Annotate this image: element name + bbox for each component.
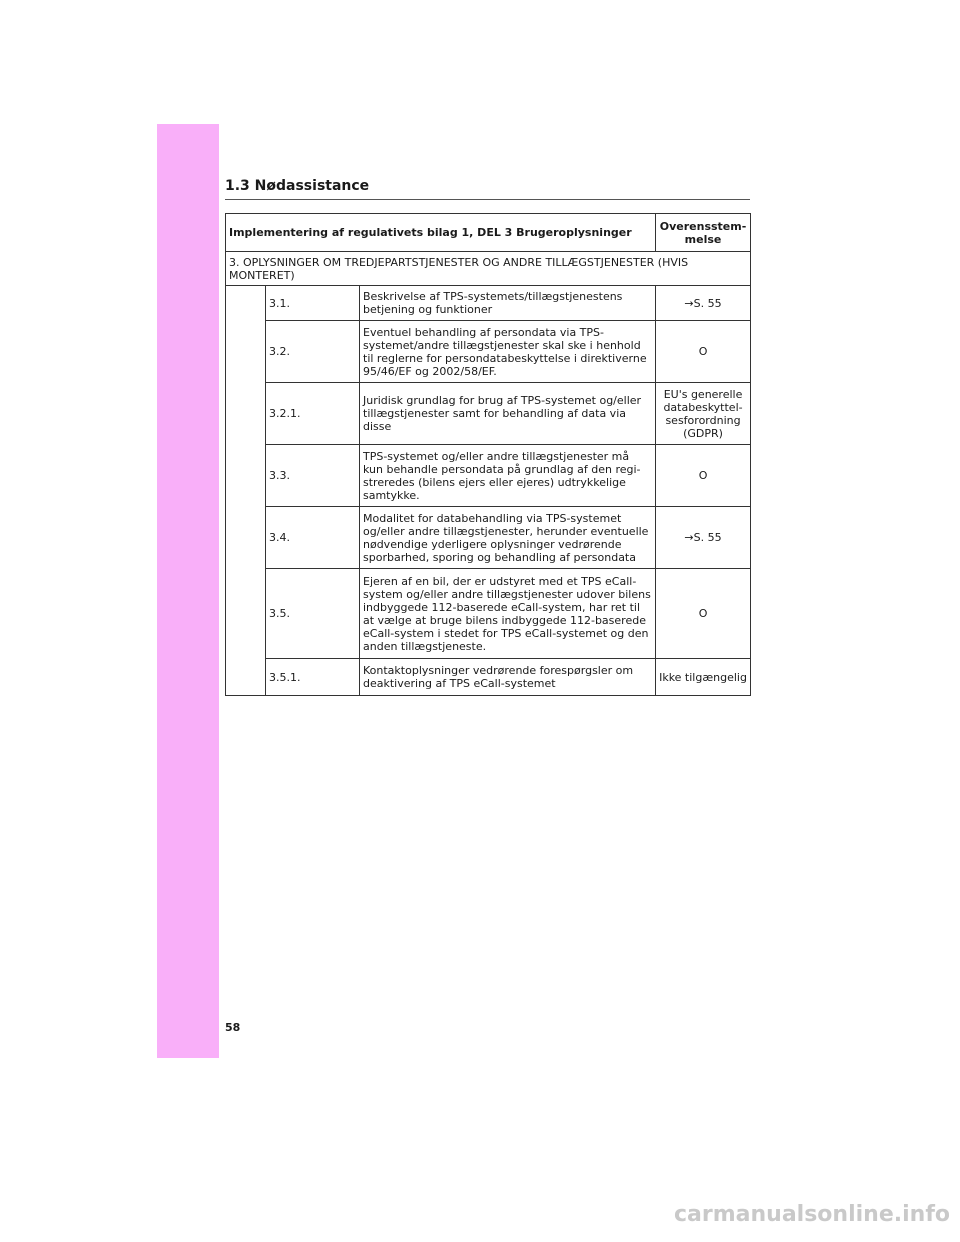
- indent-cell: [226, 286, 266, 696]
- side-color-strip: [157, 124, 219, 1058]
- section-row: [226, 252, 751, 286]
- row-compliance: EU's generelle databeskyttel- sesforordning (GDPR): [656, 383, 751, 445]
- row-number: 3.1.: [266, 286, 360, 321]
- title-rule: [225, 199, 750, 200]
- table-row: [226, 321, 751, 383]
- site-watermark: carmanualsonline.info: [674, 1202, 950, 1227]
- row-description: Eventuel behandling af persondata via TPS-systemet/andre tillægstjenester skal ske i henhold til reglerne for persondatabeskyttelse i direktiverne 95/46/EF og 2002/58/EF.: [360, 321, 656, 383]
- row-compliance: →S. 55: [656, 507, 751, 569]
- row-compliance: O: [656, 321, 751, 383]
- row-description: Modalitet for databehandling via TPS-systemet og/eller andre tillægstjenester, herunder eventuelle nødvendige yderligere oplysninger vedrørende sporbarhed, sporing og behandling af persondata: [360, 507, 656, 569]
- row-description: Kontaktoplysninger vedrørende forespørgsler om deaktivering af TPS eCall-systemet: [360, 659, 656, 696]
- row-number: 3.5.: [266, 569, 360, 659]
- row-description: Juridisk grundlag for brug af TPS-systemet og/eller tillægstjenester samt for behandling af data via disse: [360, 383, 656, 445]
- table-row: [226, 445, 751, 507]
- header-implementation: Implementering af regulativets bilag 1, DEL 3 Brugeroplysninger: [226, 214, 656, 252]
- section-heading: 3. OPLYSNINGER OM TREDJEPARTSTJENESTER OG ANDRE TILLÆGSTJENESTER (HVIS MONTERET): [226, 252, 751, 286]
- table-row: [226, 659, 751, 696]
- table-row: [226, 507, 751, 569]
- row-number: 3.2.1.: [266, 383, 360, 445]
- row-number: 3.5.1.: [266, 659, 360, 696]
- table-row: [226, 383, 751, 445]
- table-row: [226, 286, 751, 321]
- row-compliance: →S. 55: [656, 286, 751, 321]
- regulation-table: [225, 213, 751, 696]
- row-description: Beskrivelse af TPS-systemets/tillægstjenestens betjening og funktioner: [360, 286, 656, 321]
- table-header-row: [226, 214, 751, 252]
- table-row: [226, 569, 751, 659]
- row-description: TPS-systemet og/eller andre tillægstjenester må kun behandle persondata på grundlag af den regi- streredes (bilens ejers eller ejeres) udtrykkelige samtykke.: [360, 445, 656, 507]
- row-compliance: Ikke tilgængelig: [656, 659, 751, 696]
- row-number: 3.4.: [266, 507, 360, 569]
- page-number: 58: [225, 1021, 241, 1034]
- row-description: Ejeren af en bil, der er udstyret med et TPS eCall-system og/eller andre tillægstjenester udover bilens indbyggede 112-baserede eCall-system, har ret til at vælge at bruge bilens indbyggede 112-baserede eCall-system i stedet for TPS eCall-systemet og den anden tillægstjeneste.: [360, 569, 656, 659]
- header-compliance: Overensstem- melse: [656, 214, 751, 252]
- row-number: 3.2.: [266, 321, 360, 383]
- row-number: 3.3.: [266, 445, 360, 507]
- row-compliance: O: [656, 445, 751, 507]
- row-compliance: O: [656, 569, 751, 659]
- section-title: 1.3 Nødassistance: [225, 178, 370, 194]
